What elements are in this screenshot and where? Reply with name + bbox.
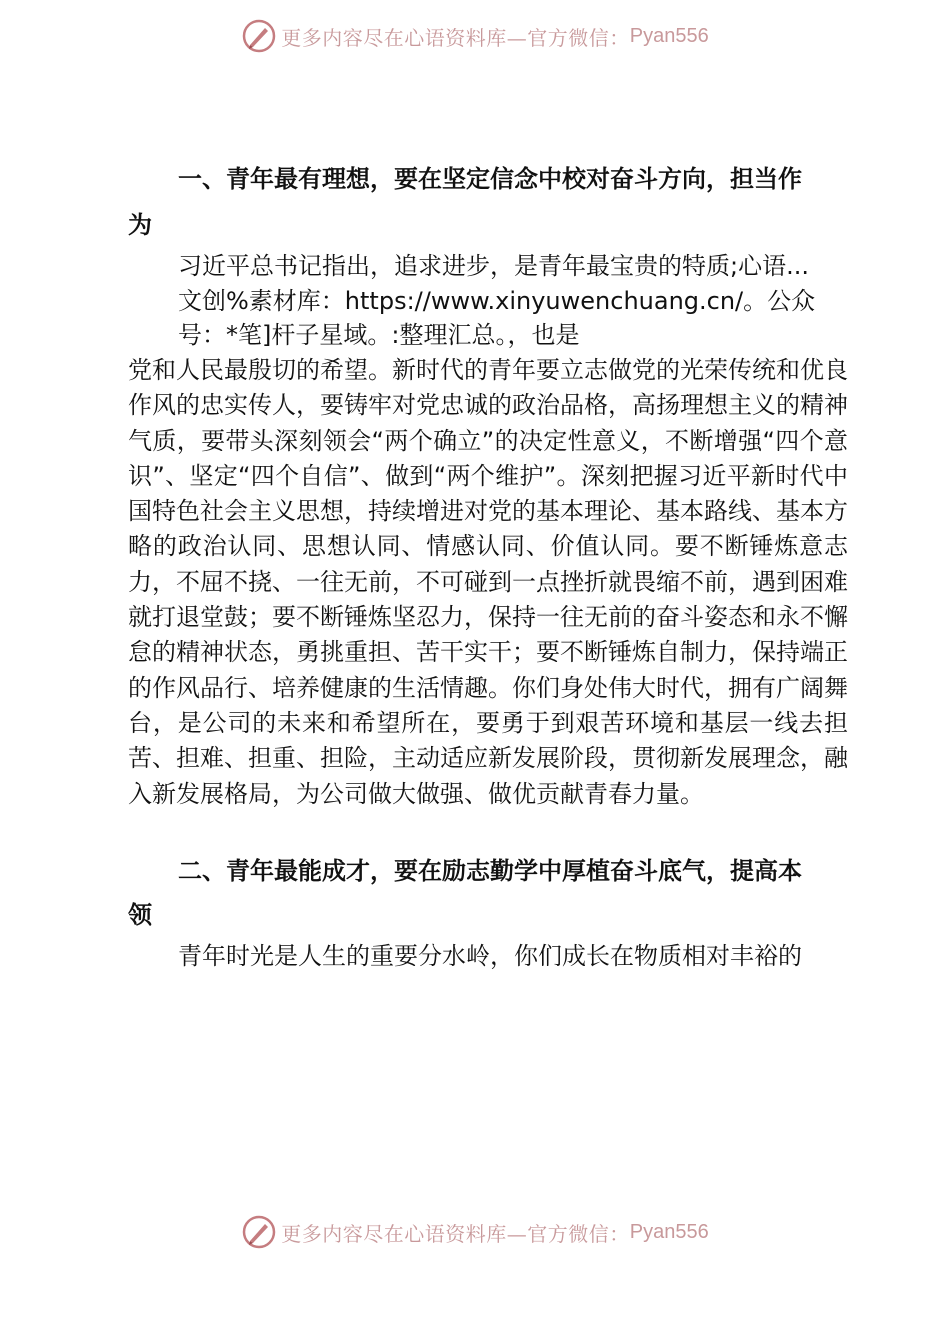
section2-heading: 二、青年最能成才，要在励志勤学中厚植奋斗底气，提高本: [178, 857, 802, 885]
section1-intro-line-3: 号：*笔]杆子星域。:整理汇总。，也是: [178, 321, 580, 349]
pen-logo-icon: [241, 1214, 277, 1250]
watermark-text: 更多内容尽在心语资料库—官方微信：: [281, 25, 630, 50]
header-watermark: [0, 14, 950, 58]
section1-heading-continued: 为: [128, 211, 152, 239]
section2-body-line-1: 青年时光是人生的重要分水岭，你们成长在物质相对丰裕的: [178, 942, 802, 970]
watermark-wechat-id: Pyan556: [629, 1220, 709, 1243]
section1-intro-line-2: 文创%素材库：https://www.xinyuwenchuang.cn/。公众: [178, 287, 816, 315]
footer-watermark: [0, 1210, 950, 1254]
section1-intro-line-1: 习近平总书记指出，追求进步，是青年最宝贵的特质;心语...: [178, 252, 809, 280]
section1-body-paragraph: 党和人民最殷切的希望。新时代的青年要立志做党的光荣传统和优良作风的忠实传人，要铸牢对党忠诚的政治品格，高扬理想主义的精神气质，要带头深刻领会“两个确立”的决定性意义，不断增强“四个意识”、坚定“四个自信”、做到“两个维护”。深刻把握习近平新时代中国特色社会主义思想，持续增进对党的基本理论、基本路线、基本方略的政治认同、思想认同、情感认同、价值认同。要不断锤炼意志力，不屈不挠、一往无前，不可碰到一点挫折就畏缩不前，遇到困难就打退堂鼓；要不断锤炼坚忍力，保持一往无前的奋斗姿态和永不懈怠的精神状态，勇挑重担、苦干实干；要不断锤炼自制力，保持端正的作风品行、培养健康的生活情趣。你们身处伟大时代，拥有广阔舞台，是公司的未来和希望所在，要勇于到艰苦环境和基层一线去担苦、担难、担重、担险，主动适应新发展阶段，贯彻新发展理念，融入新发展格局，为公司做大做强、做优贡献青春力量。: [128, 356, 848, 808]
watermark-text: 更多内容尽在心语资料库—官方微信：: [281, 1221, 630, 1246]
section1-heading: 一、青年最有理想，要在坚定信念中校对奋斗方向，担当作: [178, 165, 802, 193]
watermark-wechat-id: Pyan556: [629, 24, 709, 47]
section2-heading-continued: 领: [128, 901, 152, 929]
pen-logo-icon: [241, 18, 277, 54]
